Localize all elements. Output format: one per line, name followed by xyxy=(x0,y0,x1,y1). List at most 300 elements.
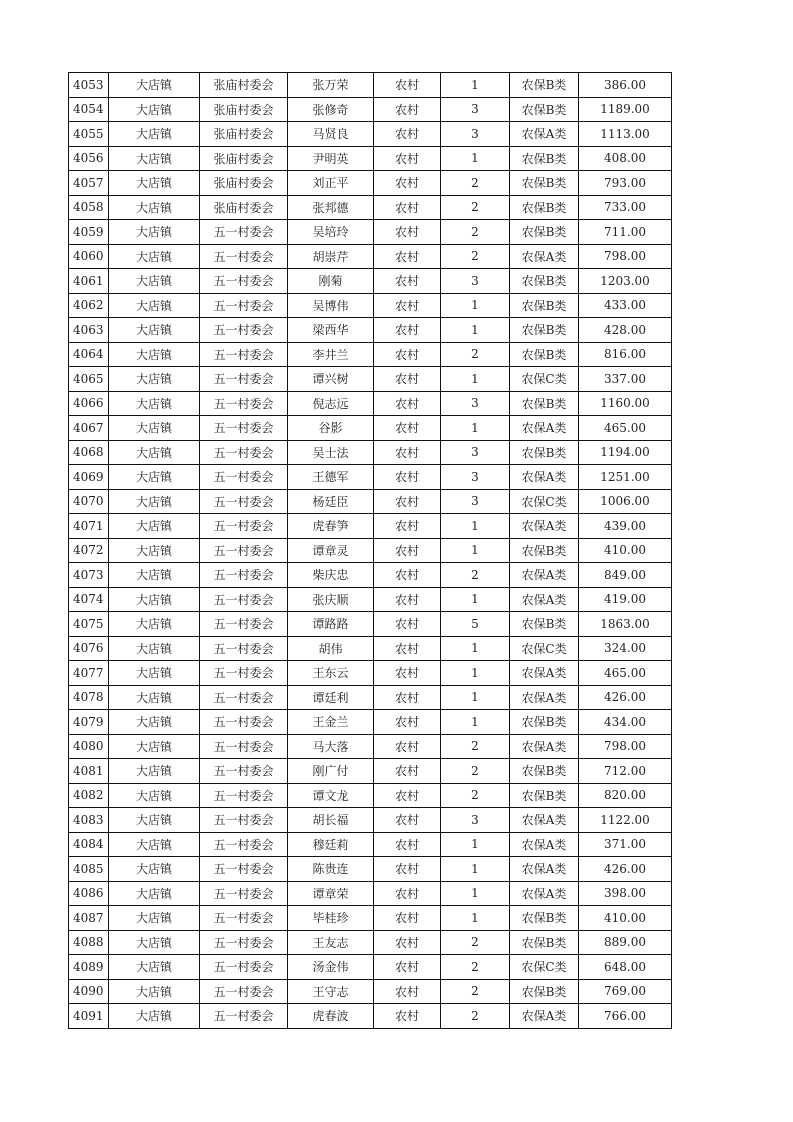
person-name-cell: 王守志 xyxy=(288,979,374,1004)
household-type-cell: 农村 xyxy=(374,979,441,1004)
amount-cell: 1122.00 xyxy=(579,808,672,833)
insurance-category-cell: 农保B类 xyxy=(510,391,579,416)
person-name-cell: 杨廷臣 xyxy=(288,489,374,514)
town-cell: 大店镇 xyxy=(109,783,200,808)
household-type-cell: 农村 xyxy=(374,587,441,612)
table-row xyxy=(69,97,672,122)
person-name-cell: 李井兰 xyxy=(288,342,374,367)
village-committee-cell: 五一村委会 xyxy=(200,808,288,833)
person-name-cell: 胡崇芹 xyxy=(288,244,374,269)
family-size-cell: 2 xyxy=(441,979,510,1004)
insurance-category-cell: 农保A类 xyxy=(510,832,579,857)
amount-cell: 426.00 xyxy=(579,685,672,710)
insurance-category-cell: 农保A类 xyxy=(510,416,579,441)
family-size-cell: 3 xyxy=(441,808,510,833)
family-size-cell: 3 xyxy=(441,465,510,490)
town-cell: 大店镇 xyxy=(109,832,200,857)
town-cell: 大店镇 xyxy=(109,612,200,637)
amount-cell: 324.00 xyxy=(579,636,672,661)
row-number-cell: 4066 xyxy=(69,391,109,416)
insurance-category-cell: 农保A类 xyxy=(510,661,579,686)
family-size-cell: 1 xyxy=(441,710,510,735)
table-row xyxy=(69,832,672,857)
insurance-category-cell: 农保C类 xyxy=(510,955,579,980)
village-committee-cell: 五一村委会 xyxy=(200,538,288,563)
person-name-cell: 王德军 xyxy=(288,465,374,490)
person-name-cell: 倪志远 xyxy=(288,391,374,416)
amount-cell: 1863.00 xyxy=(579,612,672,637)
amount-cell: 816.00 xyxy=(579,342,672,367)
insurance-category-cell: 农保B类 xyxy=(510,979,579,1004)
table-row xyxy=(69,636,672,661)
person-name-cell: 吴博伟 xyxy=(288,293,374,318)
insurance-category-cell: 农保A类 xyxy=(510,563,579,588)
row-number-cell: 4073 xyxy=(69,563,109,588)
table-row xyxy=(69,783,672,808)
row-number-cell: 4085 xyxy=(69,857,109,882)
town-cell: 大店镇 xyxy=(109,881,200,906)
insurance-category-cell: 农保B类 xyxy=(510,97,579,122)
insurance-category-cell: 农保A类 xyxy=(510,587,579,612)
family-size-cell: 3 xyxy=(441,489,510,514)
amount-cell: 1006.00 xyxy=(579,489,672,514)
table-row xyxy=(69,440,672,465)
town-cell: 大店镇 xyxy=(109,930,200,955)
table-row xyxy=(69,171,672,196)
insurance-category-cell: 农保C类 xyxy=(510,489,579,514)
row-number-cell: 4088 xyxy=(69,930,109,955)
family-size-cell: 3 xyxy=(441,440,510,465)
town-cell: 大店镇 xyxy=(109,661,200,686)
household-type-cell: 农村 xyxy=(374,465,441,490)
village-committee-cell: 张庙村委会 xyxy=(200,171,288,196)
amount-cell: 465.00 xyxy=(579,661,672,686)
table-row xyxy=(69,685,672,710)
family-size-cell: 1 xyxy=(441,881,510,906)
table-row xyxy=(69,318,672,343)
village-committee-cell: 五一村委会 xyxy=(200,391,288,416)
insurance-category-cell: 农保A类 xyxy=(510,734,579,759)
insurance-category-cell: 农保B类 xyxy=(510,318,579,343)
family-size-cell: 1 xyxy=(441,661,510,686)
town-cell: 大店镇 xyxy=(109,73,200,98)
amount-cell: 410.00 xyxy=(579,906,672,931)
person-name-cell: 谭章荣 xyxy=(288,881,374,906)
village-committee-cell: 五一村委会 xyxy=(200,440,288,465)
town-cell: 大店镇 xyxy=(109,391,200,416)
row-number-cell: 4057 xyxy=(69,171,109,196)
amount-cell: 465.00 xyxy=(579,416,672,441)
insurance-category-cell: 农保B类 xyxy=(510,906,579,931)
household-type-cell: 农村 xyxy=(374,171,441,196)
town-cell: 大店镇 xyxy=(109,146,200,171)
village-committee-cell: 五一村委会 xyxy=(200,514,288,539)
amount-cell: 433.00 xyxy=(579,293,672,318)
town-cell: 大店镇 xyxy=(109,514,200,539)
insurance-category-cell: 农保B类 xyxy=(510,440,579,465)
row-number-cell: 4068 xyxy=(69,440,109,465)
amount-cell: 428.00 xyxy=(579,318,672,343)
village-committee-cell: 五一村委会 xyxy=(200,734,288,759)
row-number-cell: 4071 xyxy=(69,514,109,539)
household-type-cell: 农村 xyxy=(374,293,441,318)
person-name-cell: 刚广付 xyxy=(288,759,374,784)
household-type-cell: 农村 xyxy=(374,244,441,269)
village-committee-cell: 五一村委会 xyxy=(200,563,288,588)
person-name-cell: 谭兴树 xyxy=(288,367,374,392)
table-row xyxy=(69,955,672,980)
family-size-cell: 1 xyxy=(441,514,510,539)
town-cell: 大店镇 xyxy=(109,979,200,1004)
person-name-cell: 张庆顺 xyxy=(288,587,374,612)
family-size-cell: 1 xyxy=(441,636,510,661)
family-size-cell: 2 xyxy=(441,342,510,367)
table-row xyxy=(69,906,672,931)
household-type-cell: 农村 xyxy=(374,367,441,392)
insurance-category-cell: 农保A类 xyxy=(510,1004,579,1029)
village-committee-cell: 五一村委会 xyxy=(200,832,288,857)
person-name-cell: 毕桂珍 xyxy=(288,906,374,931)
family-size-cell: 2 xyxy=(441,759,510,784)
village-committee-cell: 五一村委会 xyxy=(200,930,288,955)
insurance-category-cell: 农保A类 xyxy=(510,514,579,539)
amount-cell: 410.00 xyxy=(579,538,672,563)
table-row xyxy=(69,195,672,220)
amount-cell: 769.00 xyxy=(579,979,672,1004)
family-size-cell: 1 xyxy=(441,416,510,441)
insurance-category-cell: 农保B类 xyxy=(510,342,579,367)
person-name-cell: 谭廷利 xyxy=(288,685,374,710)
insurance-category-cell: 农保B类 xyxy=(510,612,579,637)
town-cell: 大店镇 xyxy=(109,906,200,931)
household-type-cell: 农村 xyxy=(374,73,441,98)
village-committee-cell: 五一村委会 xyxy=(200,587,288,612)
household-type-cell: 农村 xyxy=(374,612,441,637)
person-name-cell: 虎春笋 xyxy=(288,514,374,539)
row-number-cell: 4090 xyxy=(69,979,109,1004)
town-cell: 大店镇 xyxy=(109,97,200,122)
insurance-category-cell: 农保B类 xyxy=(510,195,579,220)
insurance-category-cell: 农保B类 xyxy=(510,783,579,808)
table-row xyxy=(69,122,672,147)
amount-cell: 386.00 xyxy=(579,73,672,98)
household-type-cell: 农村 xyxy=(374,783,441,808)
insurance-category-cell: 农保B类 xyxy=(510,293,579,318)
insurance-category-cell: 农保C类 xyxy=(510,367,579,392)
town-cell: 大店镇 xyxy=(109,171,200,196)
village-committee-cell: 五一村委会 xyxy=(200,857,288,882)
household-type-cell: 农村 xyxy=(374,808,441,833)
person-name-cell: 王东云 xyxy=(288,661,374,686)
person-name-cell: 马大落 xyxy=(288,734,374,759)
family-size-cell: 1 xyxy=(441,318,510,343)
row-number-cell: 4072 xyxy=(69,538,109,563)
table-row xyxy=(69,734,672,759)
insurance-category-cell: 农保B类 xyxy=(510,759,579,784)
household-type-cell: 农村 xyxy=(374,489,441,514)
row-number-cell: 4089 xyxy=(69,955,109,980)
amount-cell: 711.00 xyxy=(579,220,672,245)
insurance-category-cell: 农保B类 xyxy=(510,73,579,98)
household-type-cell: 农村 xyxy=(374,685,441,710)
person-name-cell: 王友志 xyxy=(288,930,374,955)
row-number-cell: 4084 xyxy=(69,832,109,857)
table-row xyxy=(69,661,672,686)
row-number-cell: 4076 xyxy=(69,636,109,661)
family-size-cell: 2 xyxy=(441,563,510,588)
town-cell: 大店镇 xyxy=(109,440,200,465)
row-number-cell: 4083 xyxy=(69,808,109,833)
amount-cell: 1113.00 xyxy=(579,122,672,147)
amount-cell: 337.00 xyxy=(579,367,672,392)
village-committee-cell: 张庙村委会 xyxy=(200,122,288,147)
household-type-cell: 农村 xyxy=(374,636,441,661)
row-number-cell: 4078 xyxy=(69,685,109,710)
household-type-cell: 农村 xyxy=(374,195,441,220)
person-name-cell: 刘正平 xyxy=(288,171,374,196)
household-type-cell: 农村 xyxy=(374,661,441,686)
row-number-cell: 4054 xyxy=(69,97,109,122)
amount-cell: 371.00 xyxy=(579,832,672,857)
household-type-cell: 农村 xyxy=(374,391,441,416)
family-size-cell: 1 xyxy=(441,367,510,392)
person-name-cell: 胡长福 xyxy=(288,808,374,833)
village-committee-cell: 五一村委会 xyxy=(200,293,288,318)
town-cell: 大店镇 xyxy=(109,636,200,661)
household-type-cell: 农村 xyxy=(374,342,441,367)
family-size-cell: 1 xyxy=(441,293,510,318)
person-name-cell: 梁西华 xyxy=(288,318,374,343)
town-cell: 大店镇 xyxy=(109,367,200,392)
household-type-cell: 农村 xyxy=(374,514,441,539)
insurance-category-cell: 农保B类 xyxy=(510,146,579,171)
insurance-category-cell: 农保B类 xyxy=(510,269,579,294)
household-type-cell: 农村 xyxy=(374,710,441,735)
row-number-cell: 4060 xyxy=(69,244,109,269)
village-committee-cell: 五一村委会 xyxy=(200,759,288,784)
town-cell: 大店镇 xyxy=(109,538,200,563)
row-number-cell: 4062 xyxy=(69,293,109,318)
amount-cell: 793.00 xyxy=(579,171,672,196)
family-size-cell: 3 xyxy=(441,269,510,294)
insurance-category-cell: 农保A类 xyxy=(510,881,579,906)
row-number-cell: 4069 xyxy=(69,465,109,490)
table-row xyxy=(69,759,672,784)
family-size-cell: 1 xyxy=(441,538,510,563)
insurance-category-cell: 农保A类 xyxy=(510,244,579,269)
village-committee-cell: 五一村委会 xyxy=(200,416,288,441)
household-type-cell: 农村 xyxy=(374,416,441,441)
family-size-cell: 1 xyxy=(441,857,510,882)
person-name-cell: 谭章灵 xyxy=(288,538,374,563)
family-size-cell: 2 xyxy=(441,244,510,269)
family-size-cell: 2 xyxy=(441,930,510,955)
insurance-category-cell: 农保B类 xyxy=(510,220,579,245)
amount-cell: 648.00 xyxy=(579,955,672,980)
person-name-cell: 陈贵连 xyxy=(288,857,374,882)
village-committee-cell: 张庙村委会 xyxy=(200,195,288,220)
row-number-cell: 4055 xyxy=(69,122,109,147)
row-number-cell: 4067 xyxy=(69,416,109,441)
insurance-category-cell: 农保B类 xyxy=(510,538,579,563)
table-row xyxy=(69,220,672,245)
household-type-cell: 农村 xyxy=(374,538,441,563)
amount-cell: 733.00 xyxy=(579,195,672,220)
household-type-cell: 农村 xyxy=(374,440,441,465)
village-committee-cell: 五一村委会 xyxy=(200,955,288,980)
town-cell: 大店镇 xyxy=(109,563,200,588)
town-cell: 大店镇 xyxy=(109,293,200,318)
village-committee-cell: 五一村委会 xyxy=(200,661,288,686)
amount-cell: 1160.00 xyxy=(579,391,672,416)
insurance-category-cell: 农保A类 xyxy=(510,122,579,147)
person-name-cell: 谭路路 xyxy=(288,612,374,637)
village-committee-cell: 五一村委会 xyxy=(200,269,288,294)
row-number-cell: 4077 xyxy=(69,661,109,686)
row-number-cell: 4074 xyxy=(69,587,109,612)
household-type-cell: 农村 xyxy=(374,930,441,955)
town-cell: 大店镇 xyxy=(109,465,200,490)
town-cell: 大店镇 xyxy=(109,808,200,833)
amount-cell: 798.00 xyxy=(579,244,672,269)
village-committee-cell: 五一村委会 xyxy=(200,1004,288,1029)
table-row xyxy=(69,146,672,171)
person-name-cell: 吴士法 xyxy=(288,440,374,465)
family-size-cell: 3 xyxy=(441,391,510,416)
household-type-cell: 农村 xyxy=(374,881,441,906)
household-type-cell: 农村 xyxy=(374,906,441,931)
insurance-category-cell: 农保B类 xyxy=(510,710,579,735)
village-committee-cell: 张庙村委会 xyxy=(200,97,288,122)
row-number-cell: 4053 xyxy=(69,73,109,98)
family-size-cell: 2 xyxy=(441,220,510,245)
town-cell: 大店镇 xyxy=(109,269,200,294)
village-committee-cell: 五一村委会 xyxy=(200,906,288,931)
village-committee-cell: 五一村委会 xyxy=(200,465,288,490)
row-number-cell: 4056 xyxy=(69,146,109,171)
village-committee-cell: 五一村委会 xyxy=(200,783,288,808)
family-size-cell: 2 xyxy=(441,171,510,196)
family-size-cell: 3 xyxy=(441,122,510,147)
household-type-cell: 农村 xyxy=(374,832,441,857)
village-committee-cell: 五一村委会 xyxy=(200,685,288,710)
person-name-cell: 张修奇 xyxy=(288,97,374,122)
amount-cell: 434.00 xyxy=(579,710,672,735)
household-type-cell: 农村 xyxy=(374,146,441,171)
town-cell: 大店镇 xyxy=(109,122,200,147)
family-size-cell: 2 xyxy=(441,783,510,808)
person-name-cell: 张邦德 xyxy=(288,195,374,220)
family-size-cell: 1 xyxy=(441,832,510,857)
household-type-cell: 农村 xyxy=(374,97,441,122)
amount-cell: 1189.00 xyxy=(579,97,672,122)
insurance-category-cell: 农保B类 xyxy=(510,930,579,955)
village-committee-cell: 张庙村委会 xyxy=(200,146,288,171)
village-committee-cell: 五一村委会 xyxy=(200,710,288,735)
table-row xyxy=(69,881,672,906)
household-type-cell: 农村 xyxy=(374,563,441,588)
row-number-cell: 4082 xyxy=(69,783,109,808)
amount-cell: 408.00 xyxy=(579,146,672,171)
family-size-cell: 1 xyxy=(441,685,510,710)
row-number-cell: 4081 xyxy=(69,759,109,784)
town-cell: 大店镇 xyxy=(109,734,200,759)
insurance-category-cell: 农保A类 xyxy=(510,808,579,833)
row-number-cell: 4091 xyxy=(69,1004,109,1029)
table-row xyxy=(69,416,672,441)
village-committee-cell: 五一村委会 xyxy=(200,318,288,343)
row-number-cell: 4079 xyxy=(69,710,109,735)
village-committee-cell: 五一村委会 xyxy=(200,244,288,269)
town-cell: 大店镇 xyxy=(109,710,200,735)
village-committee-cell: 五一村委会 xyxy=(200,367,288,392)
person-name-cell: 谷影 xyxy=(288,416,374,441)
insurance-category-cell: 农保A类 xyxy=(510,685,579,710)
family-size-cell: 2 xyxy=(441,195,510,220)
village-committee-cell: 五一村委会 xyxy=(200,979,288,1004)
amount-cell: 1251.00 xyxy=(579,465,672,490)
person-name-cell: 汤金伟 xyxy=(288,955,374,980)
town-cell: 大店镇 xyxy=(109,342,200,367)
household-type-cell: 农村 xyxy=(374,318,441,343)
row-number-cell: 4058 xyxy=(69,195,109,220)
insurance-category-cell: 农保C类 xyxy=(510,636,579,661)
family-size-cell: 3 xyxy=(441,97,510,122)
amount-cell: 419.00 xyxy=(579,587,672,612)
table-row xyxy=(69,857,672,882)
table-row xyxy=(69,465,672,490)
table-row xyxy=(69,514,672,539)
allowance-table xyxy=(68,72,672,1029)
household-type-cell: 农村 xyxy=(374,955,441,980)
table-row xyxy=(69,538,672,563)
table-row xyxy=(69,367,672,392)
amount-cell: 398.00 xyxy=(579,881,672,906)
amount-cell: 426.00 xyxy=(579,857,672,882)
person-name-cell: 穆廷莉 xyxy=(288,832,374,857)
table-row xyxy=(69,293,672,318)
family-size-cell: 1 xyxy=(441,587,510,612)
family-size-cell: 5 xyxy=(441,612,510,637)
village-committee-cell: 五一村委会 xyxy=(200,612,288,637)
table-row xyxy=(69,1004,672,1029)
insurance-category-cell: 农保A类 xyxy=(510,857,579,882)
town-cell: 大店镇 xyxy=(109,1004,200,1029)
family-size-cell: 2 xyxy=(441,955,510,980)
household-type-cell: 农村 xyxy=(374,269,441,294)
row-number-cell: 4086 xyxy=(69,881,109,906)
town-cell: 大店镇 xyxy=(109,416,200,441)
town-cell: 大店镇 xyxy=(109,220,200,245)
row-number-cell: 4063 xyxy=(69,318,109,343)
family-size-cell: 1 xyxy=(441,906,510,931)
table-row xyxy=(69,73,672,98)
table-body xyxy=(69,73,672,1029)
row-number-cell: 4070 xyxy=(69,489,109,514)
table-row xyxy=(69,587,672,612)
table-row xyxy=(69,269,672,294)
table-row xyxy=(69,489,672,514)
amount-cell: 798.00 xyxy=(579,734,672,759)
amount-cell: 1194.00 xyxy=(579,440,672,465)
table-row xyxy=(69,930,672,955)
amount-cell: 820.00 xyxy=(579,783,672,808)
row-number-cell: 4061 xyxy=(69,269,109,294)
amount-cell: 766.00 xyxy=(579,1004,672,1029)
person-name-cell: 刚菊 xyxy=(288,269,374,294)
person-name-cell: 马贤良 xyxy=(288,122,374,147)
family-size-cell: 2 xyxy=(441,734,510,759)
